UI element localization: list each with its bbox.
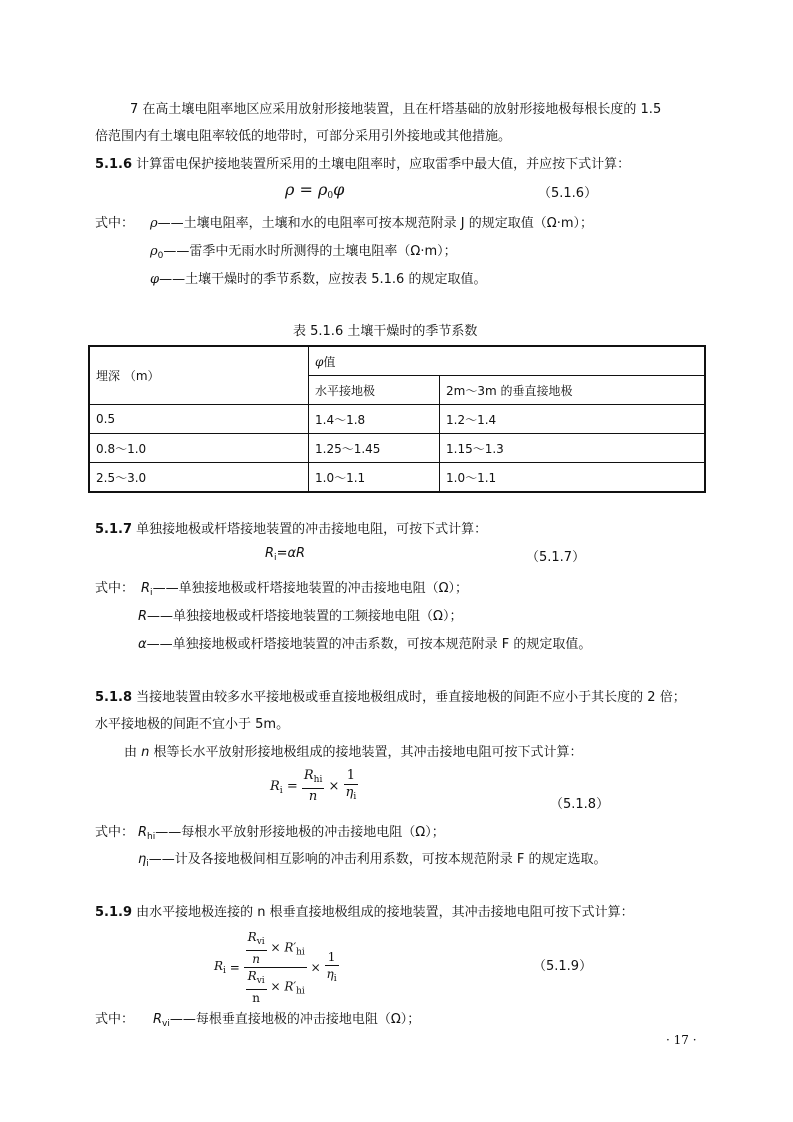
- clause-text: 计算雷电保护接地装置所采用的土壤电阻率时，应取雷季中最大值，并应按下式计算：: [136, 157, 631, 172]
- where-label: 式中：: [95, 1012, 135, 1027]
- formula-5-1-8: $R_i$ = $\frac{R_{hi}}{n}$ × $\frac{1}{\eta_i}$: [270, 768, 357, 804]
- table-cell: 1.2～1.4: [440, 405, 706, 434]
- clause-text: 由水平接地极连接的 n 根垂直接地极组成的接地装置，其冲击接地电阻可按下式计算：: [136, 905, 634, 920]
- seasonal-coefficient-table: [88, 345, 706, 493]
- equation-number-5-1-6: （5.1.6）: [538, 186, 598, 201]
- table-cell: 1.15～1.3: [440, 434, 706, 463]
- table-row: [89, 463, 705, 493]
- table-cell: 0.8～1.0: [89, 434, 309, 463]
- header-phi: φ值: [309, 346, 706, 376]
- clause-5-1-6: [95, 153, 630, 172]
- def-ri: $R_i——$单独接地极或杆塔接地装置的冲击接地电阻（Ω）；: [141, 581, 468, 598]
- item-7-line2: 倍范围内有土壤电阻率较低的地带时，可部分采用引外接地或其他措施。: [95, 129, 512, 144]
- def-rvi: $R_{vi}——$每根垂直接地极的冲击接地电阻（Ω）；: [153, 1012, 421, 1029]
- formula-5-1-9: $R_i$ = $\frac{R_{vi}}{n}$ × $R'_{hi}$ $\frac{R_{vi}}{n}$ × $R'_{hi}$ × $\frac{1}{\eta_i}$: [214, 930, 337, 1005]
- def-phi: φ——土壤干燥时的季节系数，应按表 5.1.6 的规定取值。: [150, 272, 487, 287]
- table-row: [89, 405, 705, 434]
- table-cell: 1.25～1.45: [309, 434, 440, 463]
- item-7-line1: 7 在高土壤电阻率地区应采用放射形接地装置，且在杆塔基础的放射形接地极每根长度的 1.5: [130, 102, 662, 117]
- clause-number: 5.1.7: [95, 522, 133, 537]
- table-row: [89, 434, 705, 463]
- formula-rho0: ρ: [318, 180, 328, 199]
- equation-number-5-1-9: （5.1.9）: [533, 959, 593, 974]
- clause-5-1-8: [95, 686, 686, 705]
- table-cell: 0.5: [89, 405, 309, 434]
- def-alpha: α——单独接地极或杆塔接地装置的冲击系数，可按本规范附录 F 的规定取值。: [138, 637, 592, 652]
- where-label: 式中：: [95, 825, 135, 840]
- table-cell: 1.0～1.1: [440, 463, 706, 493]
- header-depth: 埋深 （m）: [89, 346, 309, 405]
- clause-5-1-7: [95, 518, 487, 537]
- clause-number: 5.1.6: [95, 157, 133, 172]
- formula-phi: φ: [333, 180, 345, 199]
- table-caption: 表 5.1.6 土壤干燥时的季节系数: [293, 324, 478, 339]
- table-cell: 1.4～1.8: [309, 405, 440, 434]
- def-eta: $\eta_i——$计及各接地极间相互影响的冲击利用系数，可按本规范附录 F 的规定选取。: [138, 852, 607, 869]
- table-cell: 1.0～1.1: [309, 463, 440, 493]
- formula-rho: ρ: [285, 180, 295, 199]
- def-rho: ρ——土壤电阻率，土壤和水的电阻率可按本规范附录 J 的规定取值（Ω·m）；: [150, 216, 593, 231]
- equation-number-5-1-7: （5.1.7）: [526, 550, 586, 565]
- clause-5-1-8-line2: 水平接地极的间距不宜小于 5m。: [95, 717, 290, 732]
- clause-text: 当接地装置由较多水平接地极或垂直接地极组成时，垂直接地极的间距不应小于其长度的 2 倍；: [136, 690, 686, 705]
- formula-rho0-sub: 0: [327, 191, 334, 201]
- page-number: · 17 ·: [666, 1033, 697, 1047]
- where-label: 式中：: [95, 581, 135, 596]
- formula-5-1-7: $R_i=\alpha R$: [265, 546, 306, 563]
- table-cell: 2.5～3.0: [89, 463, 309, 493]
- def-rhi: $R_{hi}——$每根水平放射形接地极的冲击接地电阻（Ω）；: [138, 825, 445, 842]
- header-vertical: 2m～3m 的垂直接地极: [440, 376, 706, 405]
- clause-number: 5.1.8: [95, 690, 133, 705]
- where-label: 式中：: [95, 216, 135, 231]
- formula-5-1-6: $\rho = \rho_0\varphi$: [285, 180, 345, 201]
- clause-number: 5.1.9: [95, 905, 133, 920]
- header-horizontal: 水平接地极: [309, 376, 440, 405]
- clause-5-1-8-line3: 由 n 根等长水平放射形接地极组成的接地装置，其冲击接地电阻可按下式计算：: [124, 745, 583, 760]
- equation-number-5-1-8: （5.1.8）: [550, 797, 610, 812]
- def-r: R——单独接地极或杆塔接地装置的工频接地电阻（Ω）；: [138, 609, 463, 624]
- clause-text: 单独接地极或杆塔接地装置的冲击接地电阻，可按下式计算：: [136, 522, 488, 537]
- clause-5-1-9: [95, 901, 634, 920]
- def-rho0: $\rho_0——$雷季中无雨水时所测得的土壤电阻率（Ω·m）；: [150, 244, 457, 261]
